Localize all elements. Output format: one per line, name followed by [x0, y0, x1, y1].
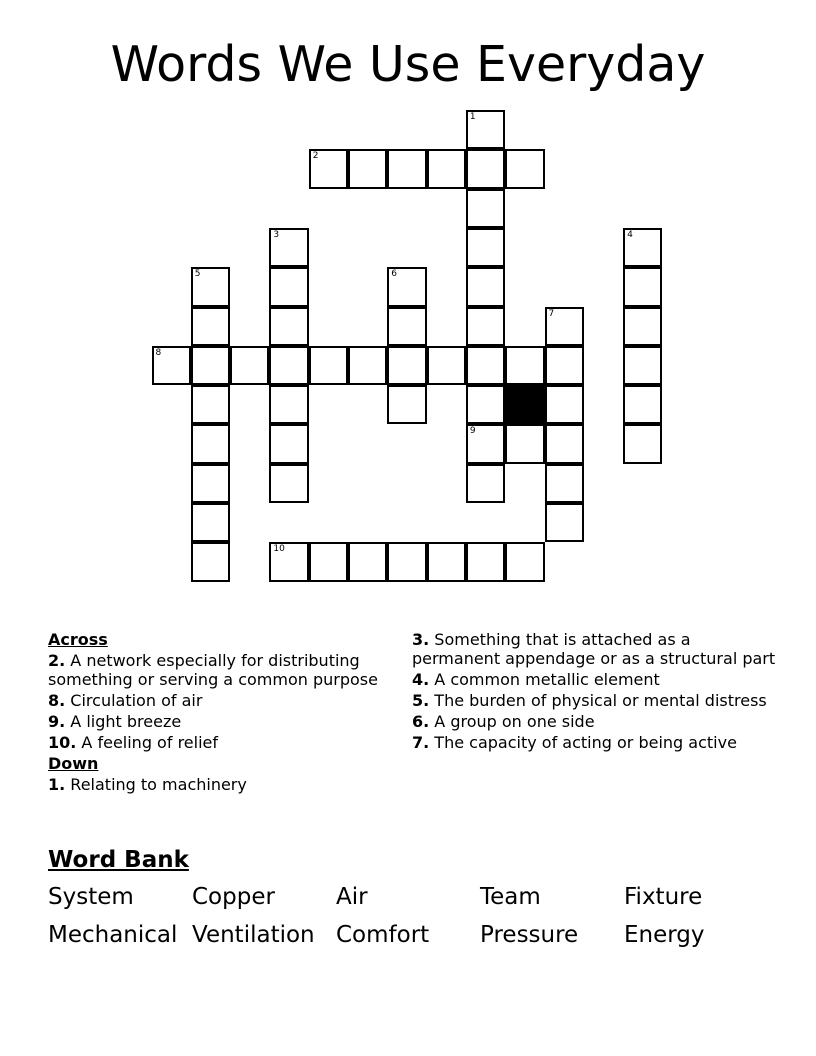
grid-cell[interactable] [309, 149, 348, 188]
clue-number: 6. [412, 712, 430, 731]
grid-cell[interactable] [269, 385, 308, 424]
grid-cell[interactable] [309, 542, 348, 581]
clue-number: 4. [412, 670, 430, 689]
word-bank-item: Pressure [480, 922, 579, 948]
grid-cell[interactable] [545, 424, 584, 463]
clue [48, 712, 378, 731]
clue-number: 5. [412, 691, 430, 710]
word-bank-item: Copper [192, 884, 275, 910]
grid-cell[interactable] [545, 464, 584, 503]
word-bank-title: Word Bank [48, 847, 189, 873]
clue-number: 7 [548, 308, 555, 319]
grid-cell[interactable] [545, 346, 584, 385]
grid-cell[interactable] [191, 424, 230, 463]
grid-cell[interactable] [348, 346, 387, 385]
clue-number: 2 [312, 151, 319, 162]
grid-cell[interactable] [623, 424, 662, 463]
clue-number: 8 [155, 347, 162, 358]
grid-cell[interactable] [191, 542, 230, 581]
grid-cell[interactable] [623, 346, 662, 385]
down-clue-list [48, 775, 378, 794]
grid-cell[interactable] [387, 385, 426, 424]
down-heading: Down [48, 754, 99, 773]
grid-cell[interactable] [466, 189, 505, 228]
clue-text: A network especially for distributing something or serving a common purpose [48, 651, 378, 689]
grid-cell[interactable] [466, 346, 505, 385]
grid-cell[interactable] [466, 424, 505, 463]
grid-cell[interactable] [269, 346, 308, 385]
grid-cell[interactable] [623, 228, 662, 267]
clue [48, 775, 378, 794]
grid-cell[interactable] [466, 149, 505, 188]
grid-cell[interactable] [191, 267, 230, 306]
grid-cell[interactable] [152, 346, 191, 385]
grid-cell[interactable] [505, 346, 544, 385]
clue-number: 5 [194, 269, 201, 280]
grid-cell[interactable] [545, 307, 584, 346]
word-bank-item: Mechanical [48, 922, 178, 948]
clue-number: 2. [48, 651, 66, 670]
clue-number: 3. [412, 630, 430, 649]
clue [412, 733, 777, 752]
clue-number: 10 [273, 544, 285, 555]
grid-cell[interactable] [466, 110, 505, 149]
clue-number: 1 [469, 112, 476, 122]
grid-cell[interactable] [269, 228, 308, 267]
grid-cell[interactable] [387, 149, 426, 188]
grid-cell[interactable] [623, 385, 662, 424]
clue-number: 7. [412, 733, 430, 752]
clue-text: A common metallic element [429, 670, 660, 689]
grid-cell[interactable] [505, 542, 544, 581]
grid-cell[interactable] [191, 385, 230, 424]
clue-text: Relating to machinery [65, 775, 247, 794]
word-bank-item: Comfort [336, 922, 430, 948]
grid-cell[interactable] [466, 464, 505, 503]
clue-number: 10. [48, 733, 77, 752]
across-heading: Across [48, 630, 108, 649]
grid-cell[interactable] [505, 424, 544, 463]
grid-cell[interactable] [623, 307, 662, 346]
clue [412, 712, 777, 731]
grid-cell[interactable] [505, 149, 544, 188]
clues-right-column [412, 630, 777, 754]
grid-cell[interactable] [466, 385, 505, 424]
grid-cell[interactable] [191, 464, 230, 503]
grid-cell[interactable] [545, 503, 584, 542]
grid-cell[interactable] [387, 346, 426, 385]
clue [48, 651, 378, 689]
clue [412, 670, 777, 689]
clue-number: 3 [273, 229, 280, 240]
grid-cell[interactable] [191, 503, 230, 542]
grid-cell[interactable] [191, 307, 230, 346]
grid-cell[interactable] [427, 346, 466, 385]
word-bank-item: Energy [624, 922, 705, 948]
clue-text: A feeling of relief [76, 733, 218, 752]
grid-cell[interactable] [269, 464, 308, 503]
grid-cell[interactable] [466, 542, 505, 581]
grid-cell[interactable] [309, 346, 348, 385]
grid-cell[interactable] [269, 267, 308, 306]
clue-number: 1. [48, 775, 66, 794]
clue-text: Circulation of air [65, 691, 203, 710]
grid-cell[interactable] [427, 149, 466, 188]
clue-number: 9. [48, 712, 66, 731]
clue-text: The capacity of acting or being active [429, 733, 737, 752]
grid-cell[interactable] [348, 149, 387, 188]
word-bank-item: Fixture [624, 884, 703, 910]
grid-cell[interactable] [427, 542, 466, 581]
page-title: Words We Use Everyday [110, 36, 706, 93]
clue-text: The burden of physical or mental distress [429, 691, 767, 710]
grid-block [505, 385, 544, 424]
clue-text: Something that is attached as a permanent appendage or as a structural part [412, 630, 776, 668]
grid-cell[interactable] [466, 228, 505, 267]
clue [412, 691, 777, 710]
word-bank-item: Air [336, 884, 368, 910]
grid-cell[interactable] [387, 307, 426, 346]
clue-number: 9 [469, 426, 476, 437]
grid-cell[interactable] [466, 307, 505, 346]
grid-cell[interactable] [545, 385, 584, 424]
grid-cell[interactable] [348, 542, 387, 581]
clue [48, 733, 378, 752]
grid-cell[interactable] [466, 267, 505, 306]
grid-cell[interactable] [269, 542, 308, 581]
down-clue-list-continued [412, 630, 777, 752]
grid-cell[interactable] [387, 542, 426, 581]
clues-left-column [48, 630, 378, 796]
word-bank-item: Ventilation [192, 922, 315, 948]
clue-text: A light breeze [65, 712, 182, 731]
grid-cell[interactable] [191, 346, 230, 385]
clue-number: 6 [391, 269, 398, 280]
clue-number: 4 [627, 229, 633, 240]
word-bank-item: System [48, 884, 134, 910]
grid-cell[interactable] [269, 424, 308, 463]
grid-cell[interactable] [623, 267, 662, 306]
grid-cell[interactable] [269, 307, 308, 346]
word-bank-item: Team [480, 884, 541, 910]
clue-number: 8. [48, 691, 66, 710]
clue [48, 691, 378, 710]
grid-cell[interactable] [230, 346, 269, 385]
clue [412, 630, 777, 668]
across-clue-list [48, 651, 378, 752]
clue-text: A group on one side [429, 712, 595, 731]
grid-cell[interactable] [387, 267, 426, 306]
